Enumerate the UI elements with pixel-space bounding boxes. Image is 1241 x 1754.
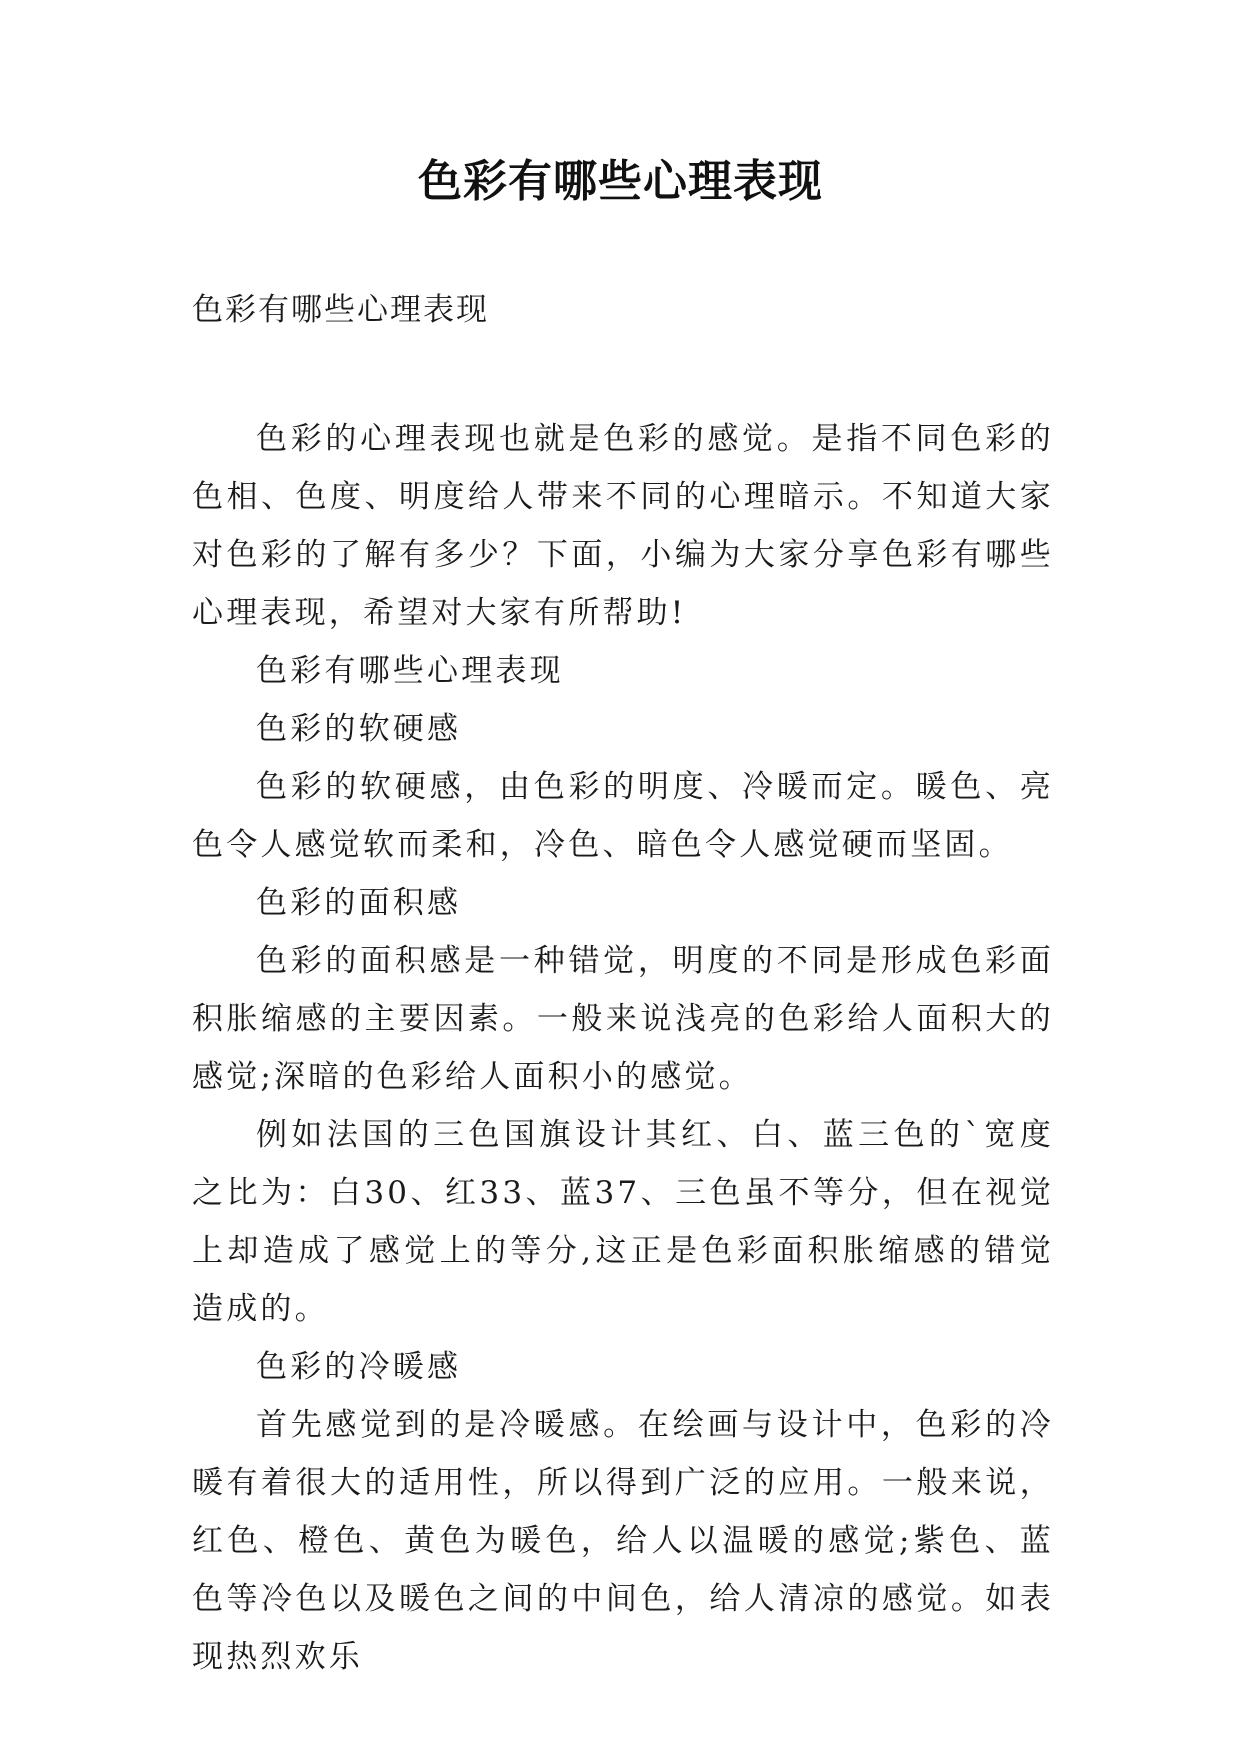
body-paragraph: 首先感觉到的是冷暖感。在绘画与设计中，色彩的冷暖有着很大的适用性，所以得到广泛的应用。一般来说，红色、橙色、黄色为暖色，给人以温暖的感觉;紫色、蓝色等冷色以及暖色之间的中间色，给人清凉的感觉。如表现热烈欢乐 bbox=[192, 1407, 1054, 1675]
intro-paragraph: 色彩的心理表现也就是色彩的感觉。是指不同色彩的色相、色度、明度给人带来不同的心理暗示。不知道大家对色彩的了解有多少？下面，小编为大家分享色彩有哪些心理表现，希望对大家有所帮助! bbox=[192, 421, 1054, 631]
body-paragraph: 例如法国的三色国旗设计其红、白、蓝三色的`宽度之比为：白30、红33、蓝37、三色虽不等分，但在视觉上却造成了感觉上的等分,这正是色彩面积胀缩感的错觉造成的。 bbox=[192, 1117, 1054, 1327]
section-heading: 色彩的面积感 bbox=[256, 885, 462, 921]
body-paragraph: 色彩的面积感是一种错觉，明度的不同是形成色彩面积胀缩感的主要因素。一般来说浅亮的色彩给人面积大的感觉;深暗的色彩给人面积小的感觉。 bbox=[192, 943, 1054, 1095]
section-heading: 色彩的冷暖感 bbox=[256, 1349, 462, 1385]
section-heading: 色彩的软硬感 bbox=[256, 711, 462, 747]
document-body bbox=[192, 410, 1054, 1686]
page-title: 色彩有哪些心理表现 bbox=[418, 156, 823, 207]
body-paragraph: 色彩的软硬感，由色彩的明度、冷暖而定。暖色、亮色令人感觉软而柔和，冷色、暗色令人感觉硬而坚固。 bbox=[192, 769, 1054, 863]
document-subtitle: 色彩有哪些心理表现 bbox=[192, 292, 489, 328]
section-heading: 色彩有哪些心理表现 bbox=[256, 653, 564, 689]
